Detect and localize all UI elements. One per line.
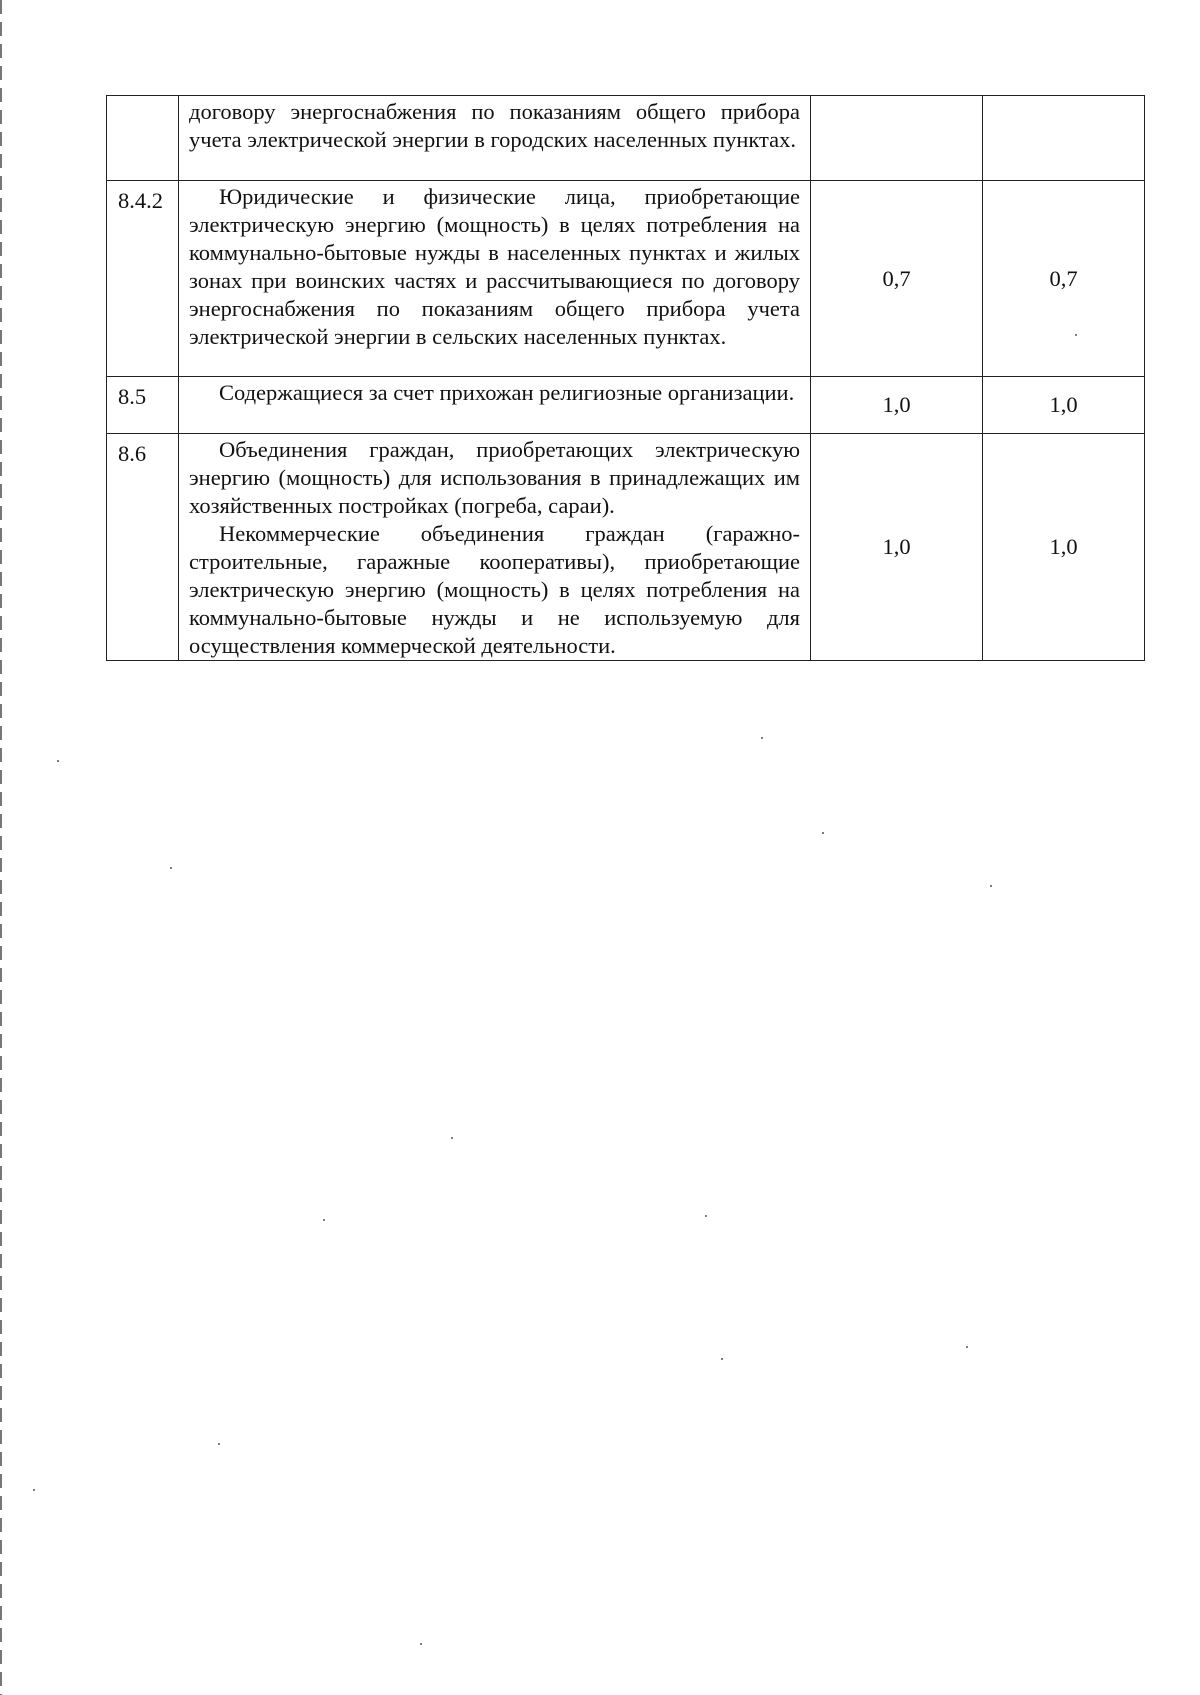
table-row — [107, 377, 1145, 434]
description-paragraph: Содержащиеся за счет прихожан религиозные организации. — [219, 380, 795, 405]
table-row — [107, 181, 1145, 377]
scan-speck — [218, 1443, 220, 1445]
row-number: 8.6 — [118, 441, 147, 466]
value-cell-1 — [811, 181, 983, 377]
scan-speck — [721, 1358, 723, 1360]
description-paragraph: Юридические и физические лица, приобретающие электрическую энергию (мощность) в целях потребления на коммунально-бытовые нужды в населенных пунктах и жилых зонах при воинских частях и рассчитывающиеся по договору энергоснабжения по показаниям общего прибора учета электрической энергии в сельских населенных пунктах. — [189, 184, 800, 349]
tariff-coefficient-table — [106, 95, 1145, 661]
table-row — [107, 434, 1145, 661]
scan-speck — [57, 760, 59, 762]
scan-speck — [705, 1215, 707, 1217]
value-cell-2 — [983, 96, 1145, 181]
description-paragraph: Объединения граждан, приобретающих электрическую энергию (мощность) для использования в принадлежащих им хозяйственных постройках (погреба, сараи). — [189, 437, 800, 518]
row-number-cell — [107, 377, 179, 434]
value-cell-2 — [983, 181, 1145, 377]
tariff-coefficient-table-container — [106, 95, 1144, 661]
coefficient-value: 0,7 — [1049, 265, 1078, 291]
scan-speck — [323, 1219, 325, 1221]
value-cell-1 — [811, 434, 983, 661]
value-cell-1 — [811, 96, 983, 181]
row-description-cell — [179, 96, 811, 181]
description-paragraph: Некоммерческие объединения граждан (гаражно-строительные, гаражные кооперативы), приобретающие электрическую энергию (мощность) в целях потребления на коммунально-бытовые нужды и не используемую для осуществления коммерческой деятельности. — [189, 521, 800, 658]
scan-speck — [420, 1643, 422, 1645]
row-number-cell — [107, 96, 179, 181]
description-paragraph: договору энергоснабжения по показаниям общего прибора учета электрической энергии в городских населенных пунктах. — [189, 99, 800, 152]
scan-speck — [1075, 334, 1077, 336]
coefficient-value: 1,0 — [882, 534, 911, 559]
row-number-cell — [107, 434, 179, 661]
scan-speck — [33, 1489, 35, 1491]
value-cell-2 — [983, 434, 1145, 661]
scan-speck — [966, 1346, 968, 1348]
row-description-cell — [179, 377, 811, 434]
value-cell-2 — [983, 377, 1145, 434]
scan-speck — [990, 885, 992, 887]
value-cell-1 — [811, 377, 983, 434]
coefficient-value: 0,7 — [882, 265, 911, 291]
scan-speck — [822, 832, 824, 834]
row-number-cell — [107, 181, 179, 377]
table-row — [107, 96, 1145, 181]
coefficient-value: 1,0 — [882, 392, 911, 417]
scan-speck — [170, 867, 172, 869]
row-description-cell — [179, 434, 811, 661]
coefficient-value: 1,0 — [1049, 534, 1078, 559]
scanned-page-edge — [0, 0, 2, 1695]
row-description-cell — [179, 181, 811, 377]
row-number: 8.4.2 — [118, 188, 163, 213]
scan-speck — [451, 1137, 453, 1139]
row-number: 8.5 — [118, 384, 147, 409]
coefficient-value: 1,0 — [1049, 392, 1078, 417]
scan-speck — [761, 737, 763, 739]
